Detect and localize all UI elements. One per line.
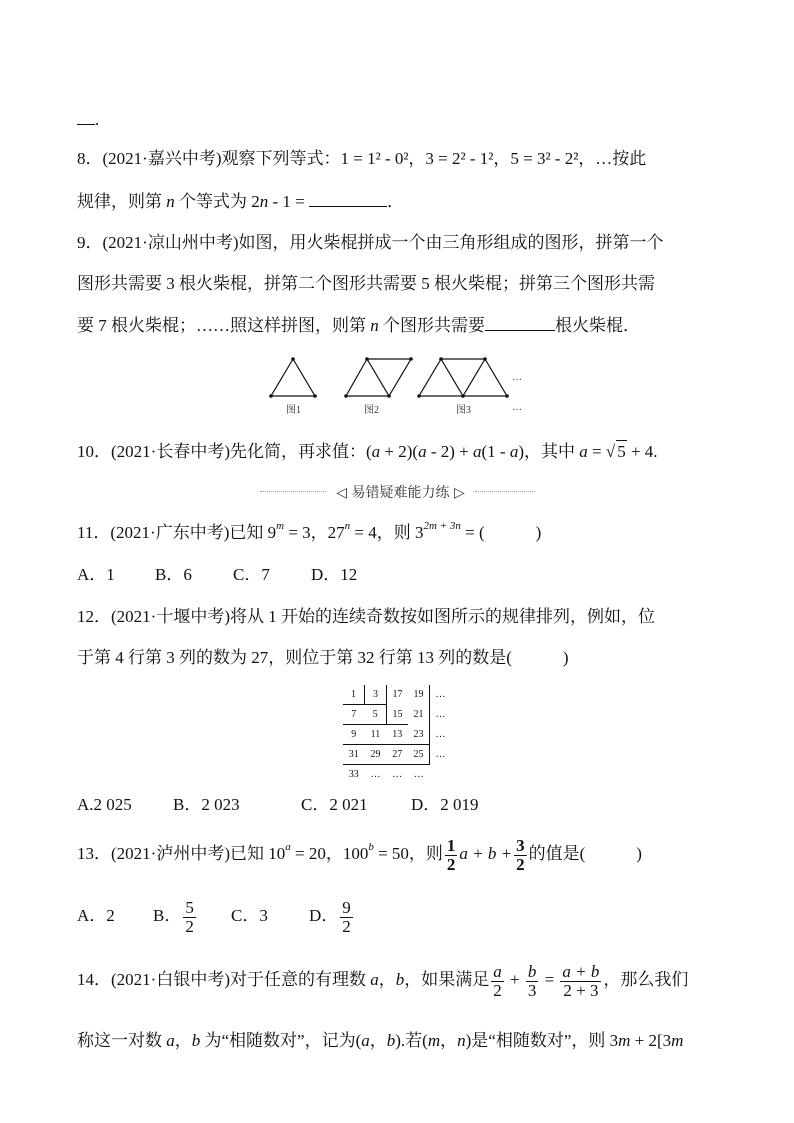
grid-cell: 33	[343, 765, 365, 785]
grid-cell: 9	[343, 725, 365, 745]
figure-label-3: 图3	[456, 405, 471, 416]
grid-cell: 31	[343, 745, 365, 765]
matchstick-triangles-figure	[260, 350, 540, 420]
figure-label-2: 图2	[364, 405, 379, 416]
grid-cell: 23	[408, 725, 430, 745]
choice-d[interactable]: D．12	[311, 565, 358, 584]
grid-cell: 7	[343, 705, 365, 725]
question-14-line-2: 称这一对数 a，b 为“相随数对”，记为(a，b).若(m，n)是“相随数对”，则 3m + 2[3m	[77, 1031, 684, 1050]
grid-cell: 27	[387, 745, 409, 765]
grid-row	[343, 745, 451, 765]
grid-cell: 17	[392, 689, 403, 701]
grid-cell: 19	[408, 685, 430, 705]
choice-c[interactable]: C．2 021	[301, 795, 368, 814]
grid-cell: …	[435, 709, 446, 720]
figure-ellipsis: …	[512, 372, 522, 383]
grid-cell: 3	[365, 685, 387, 705]
grid-row	[343, 765, 451, 785]
choice-a[interactable]: A.2 025	[77, 795, 132, 814]
grid-cell: 29	[365, 745, 387, 765]
question-12-choices	[77, 794, 479, 816]
question-10: 10．(2021·长春中考)先化简，再求值：(a + 2)(a - 2) + a(1 - a)，其中 a = √ 5 + 4.	[77, 442, 658, 461]
question-9-line-3: 要 7 根火柴棍；……照这样拼图，则第 n 个图形共需要 根火柴棍．	[77, 316, 640, 335]
grid-cell: 13	[387, 725, 409, 745]
question-9-line-2: 图形共需要 3 根火柴棍，拼第二个图形共需要 5 根火柴棍；拼第三个图形共需	[77, 274, 655, 293]
grid-cell: …	[435, 729, 446, 740]
grid-cell: 1	[343, 685, 365, 705]
choice-b[interactable]: B． $\frac{5}{2}$	[153, 897, 194, 936]
choice-c[interactable]: C．7	[233, 565, 270, 584]
fraction-one-half: $\frac{1}{2}$	[446, 835, 456, 874]
choice-b-fraction: $\frac{5}{2}$	[185, 897, 194, 936]
choice-b[interactable]: B．6	[155, 565, 192, 584]
question-12-line-1: 12．(2021·十堰中考)将从 1 开始的连续奇数按如图所示的规律排列，例如，位	[77, 607, 655, 626]
previous-answer-blank: .	[77, 108, 99, 131]
fraction-sum: $\frac{a + b}{2 + 3}$	[562, 961, 600, 1000]
question-12-line-2: 于第 4 行第 3 列的数为 27，则位于第 32 行第 13 列的数是( )	[77, 648, 569, 667]
grid-cell: …	[365, 765, 387, 785]
answer-blank[interactable]	[309, 190, 387, 207]
choice-a[interactable]: A．2	[77, 906, 115, 925]
figure-ellipsis: …	[512, 402, 522, 413]
question-9-line-1: 9．(2021·凉山州中考)如图，用火柴棍拼成一个由三角形组成的图形，拼第一个	[77, 233, 664, 252]
grid-cell: 25	[408, 745, 430, 765]
question-11: 11．(2021·广东中考)已知 $9^m = 3$，$27^n = 4$，则 $3^{2m + 3n}$ = ( )	[77, 520, 542, 542]
grid-cell: …	[408, 765, 430, 785]
choice-a[interactable]: A．1	[77, 565, 115, 584]
sqrt-symbol: √	[605, 442, 616, 461]
grid-row	[343, 705, 451, 725]
grid-cell: 21	[408, 705, 430, 725]
section-divider	[260, 482, 535, 502]
grid-cell	[430, 765, 452, 785]
grid-row	[343, 685, 451, 705]
answer-blank[interactable]	[485, 314, 555, 331]
choice-d[interactable]: D．2 019	[411, 795, 479, 814]
grid-cell: …	[435, 689, 446, 701]
odd-number-grid	[343, 685, 451, 784]
question-13: 13．(2021·泸州中考)已知 $10^a = 20$，$100^b = 50$，则 $\frac{1}{2}$ a + b + $\frac{3}{2}$ 的值是( )	[77, 835, 642, 874]
grid-cell: …	[387, 765, 409, 785]
fraction-a-over-2: $\frac{a}{2}$	[493, 961, 502, 1000]
grid-cell: 11	[365, 725, 387, 745]
fraction-three-halves: $\frac{3}{2}$	[516, 835, 525, 874]
question-8-line-2: 规律，则第 n 个等式为 2n - 1 = ．	[77, 192, 404, 211]
grid-cell: …	[435, 749, 446, 760]
choice-c[interactable]: C．3	[231, 906, 268, 925]
section-title: ◁ 易错疑难能力练 ▷	[336, 485, 465, 501]
question-8-line-1: 8．(2021·嘉兴中考)观察下列等式：1 = 1² - 0²，3 = 2² - 1²，5 = 3² - 2²，…按此	[77, 149, 647, 168]
choice-b[interactable]: B．2 023	[173, 795, 240, 814]
choice-d[interactable]: D． $\frac{9}{2}$	[309, 897, 351, 936]
question-14-line-1: 14．(2021·白银中考)对于任意的有理数 a，b，如果满足 $\frac{a}{2}$ + $\frac{b}{3}$ = $\frac{a + b}{2 + 3}$ ，那么我们	[77, 961, 689, 1000]
figure-label-1: 图1	[286, 405, 301, 416]
grid-cell: 15	[392, 708, 403, 720]
choice-d-fraction: $\frac{9}{2}$	[342, 897, 351, 936]
question-13-choices	[77, 896, 355, 936]
grid-cell: 5	[365, 705, 387, 725]
question-11-choices	[77, 564, 357, 586]
grid-row	[343, 725, 451, 745]
fraction-b-over-3: $\frac{b}{3}$	[527, 961, 537, 1000]
